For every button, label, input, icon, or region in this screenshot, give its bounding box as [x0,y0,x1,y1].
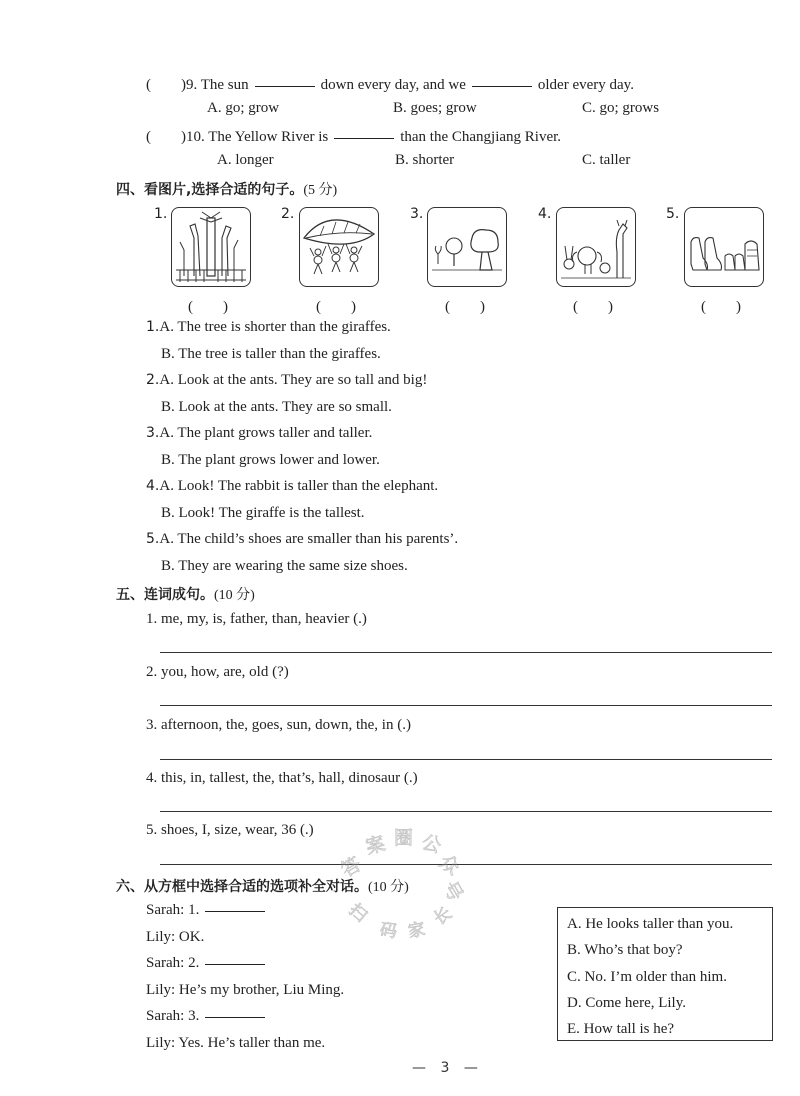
watermark-char: 公 [419,831,444,858]
sentence-item: B. They are wearing the same size shoes. [161,558,408,574]
answer-paren[interactable]: ( ) [445,299,485,315]
word-order-item: 3. afternoon, the, goes, sun, down, the, in (.) [146,717,411,733]
answer-paren[interactable]: ( ) [188,299,228,315]
q10-option-a: A. longer [217,152,274,168]
q10-option-c: C. taller [582,152,631,168]
q10-line: ( )10. The Yellow River is than the Changjiang River. [146,129,562,145]
sentence-item: 5.A. The child’s shoes are smaller than his parents’. [146,531,459,547]
answer-line[interactable] [160,705,772,706]
option-item: D. Come here, Lily. [567,995,686,1011]
sentence-item: 4.A. Look! The rabbit is taller than the elephant. [146,478,439,494]
answer-blank[interactable] [205,1016,265,1018]
answer-paren[interactable]: ( ) [146,77,186,93]
answer-paren[interactable]: ( ) [146,129,186,145]
svg-text:码: 码 [378,919,399,943]
watermark-char: 号 [438,877,466,906]
word-order-item: 2. you, how, are, old (?) [146,664,289,680]
answer-line[interactable] [160,759,772,760]
answer-line[interactable] [160,864,772,865]
option-item: E. How tall is he? [567,1021,675,1037]
sentence-item: B. Look! The giraffe is the tallest. [161,505,365,521]
sentence-item: 2.A. Look at the ants. They are so tall and big! [146,372,428,388]
answer-blank[interactable] [205,963,265,965]
section6-title: 六、从方框中选择合适的选项补全对话。(10 分) [116,879,409,895]
watermark-char: 圈 [394,827,414,849]
answer-blank[interactable] [205,910,265,912]
answer-line[interactable] [160,811,772,812]
dialog-line: Lily: OK. [146,929,205,945]
sentence-item: B. The tree is taller than the giraffes. [161,346,381,362]
answer-line[interactable] [160,652,772,653]
section4-title: 四、看图片,选择合适的句子。(5 分) [116,182,338,198]
q9-option-c: C. go; grows [582,100,660,116]
q10-option-b: B. shorter [395,152,455,168]
answer-blank[interactable] [255,85,315,87]
dialog-line: Sarah: 3. [146,1008,271,1025]
sentence-item: 3.A. The plant grows taller and taller. [146,425,373,441]
picture-number: 5. [666,206,680,222]
giraffes-tree-icon [171,207,251,287]
picture-number: 1. [154,206,168,222]
answer-paren[interactable]: ( ) [573,299,613,315]
ants-leaf-icon [299,207,379,287]
word-order-item: 5. shoes, I, size, wear, 36 (.) [146,822,314,838]
section5-title: 五、连词成句。(10 分) [116,587,255,603]
q9-option-a: A. go; grow [207,100,280,116]
answer-blank[interactable] [472,85,532,87]
dialog-line: Sarah: 1. [146,902,271,919]
answer-blank[interactable] [334,137,394,139]
q9-option-b: B. goes; grow [393,100,477,116]
answer-paren[interactable]: ( ) [316,299,356,315]
picture-number: 2. [281,206,295,222]
sentence-item: 1.A. The tree is shorter than the giraffes. [146,319,391,335]
dialog-line: Lily: Yes. He’s taller than me. [146,1035,326,1051]
option-item: A. He looks taller than you. [567,916,734,932]
options-box [557,907,773,1041]
watermark-char: 答 [337,852,366,882]
dialog-line: Lily: He’s my brother, Liu Ming. [146,982,345,998]
watermark-char: 案 [363,832,388,859]
watermark-char: 众 [435,850,464,880]
animals-icon [556,207,636,287]
picture-number: 3. [410,206,424,222]
page-number: 3 [440,1060,450,1076]
plants-trees-icon [427,207,507,287]
word-order-item: 4. this, in, tallest, the, that’s, hall, dinosaur (.) [146,770,418,786]
dialog-line: Sarah: 2. [146,955,271,972]
picture-number: 4. [538,206,552,222]
page-footer: — 3 — [412,1060,478,1076]
answer-paren[interactable]: ( ) [701,299,741,315]
shoes-icon [684,207,764,287]
svg-text:家: 家 [406,919,427,943]
q9-line: ( )9. The sun down every day, and we older every day. [146,77,634,93]
svg-text:扫: 扫 [344,899,371,927]
option-item: B. Who’s that boy? [567,942,683,958]
sentence-item: B. Look at the ants. They are so small. [161,399,392,415]
option-item: C. No. I’m older than him. [567,969,727,985]
sentence-item: B. The plant grows lower and lower. [161,452,380,468]
word-order-item: 1. me, my, is, father, than, heavier (.) [146,611,367,627]
svg-text:长: 长 [430,903,456,930]
